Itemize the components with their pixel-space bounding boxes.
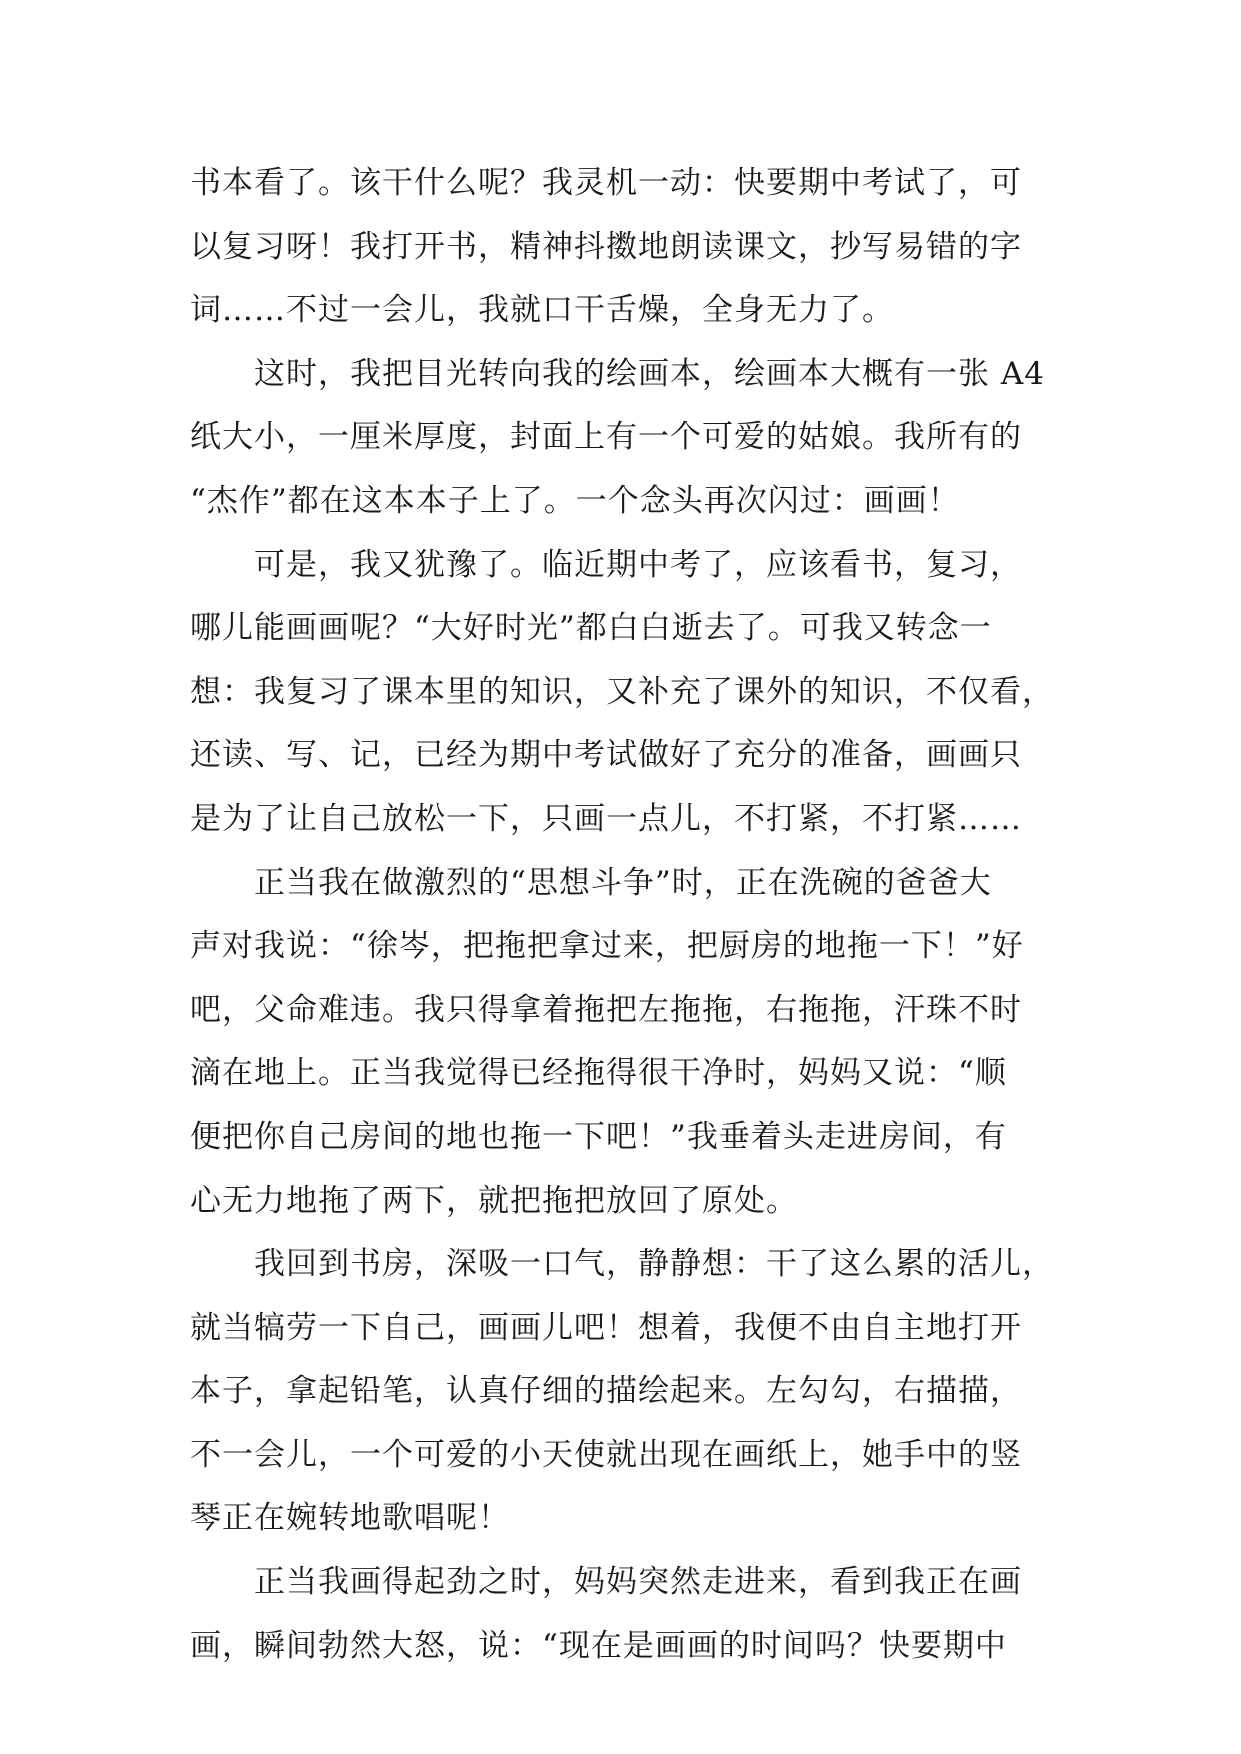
paragraph-start-line: 这时，我把目光转向我的绘画本，绘画本大概有一张 A4 <box>254 355 1045 392</box>
paragraph-start-line: 正当我画得起劲之时，妈妈突然走进来，看到我正在画 <box>254 1564 1022 1601</box>
body-text <box>190 152 1070 1678</box>
text-line: 本子，拿起铅笔，认真仔细的描绘起来。左勾勾，右描描， <box>190 1373 1022 1410</box>
text-line: 以复习呀！我打开书，精神抖擞地朗读课文，抄写易错的字 <box>190 228 1022 265</box>
text-line: 纸大小，一厘米厚度，封面上有一个可爱的姑娘。我所有的 <box>190 419 1022 456</box>
text-line: 滴在地上。正当我觉得已经拖得很干净时，妈妈又说：“顺 <box>190 1055 1007 1092</box>
text-line: 声对我说：“徐岑，把拖把拿过来，把厨房的地拖一下！”好 <box>190 928 1024 965</box>
paragraph-start-line: 可是，我又犹豫了。临近期中考了，应该看书，复习， <box>254 546 1022 583</box>
text-line: 吧，父命难违。我只得拿着拖把左拖拖，右拖拖，汗珠不时 <box>190 991 1022 1028</box>
text-line: 是为了让自己放松一下，只画一点儿，不打紧，不打紧…… <box>190 800 1022 837</box>
text-line: “杰作”都在这本本子上了。一个念头再次闪过：画画！ <box>190 482 960 519</box>
text-line: 想：我复习了课本里的知识，又补充了课外的知识，不仅看， <box>190 673 1054 710</box>
text-line: 便把你自己房间的地也拖一下吧！”我垂着头走进房间，有 <box>190 1118 1007 1155</box>
text-line: 词……不过一会儿，我就口干舌燥，全身无力了。 <box>190 292 894 329</box>
paragraph-start-line: 正当我在做激烈的“思想斗争”时，正在洗碗的爸爸大 <box>254 864 992 901</box>
text-line: 琴正在婉转地歌唱呢！ <box>190 1500 510 1537</box>
text-line: 就当犒劳一下自己，画画儿吧！想着，我便不由自主地打开 <box>190 1309 1022 1346</box>
text-line: 哪儿能画画呢？“大好时光”都白白逝去了。可我又转念一 <box>190 610 992 647</box>
text-line: 书本看了。该干什么呢？我灵机一动：快要期中考试了，可 <box>190 165 1022 201</box>
paragraph-start-line: 我回到书房，深吸一口气，静静想：干了这么累的活儿， <box>254 1246 1054 1283</box>
text-line: 画，瞬间勃然大怒，说：“现在是画画的时间吗？快要期中 <box>190 1627 1007 1664</box>
text-line: 不一会儿，一个可爱的小天使就出现在画纸上，她手中的竖 <box>190 1436 1022 1473</box>
text-line: 心无力地拖了两下，就把拖把放回了原处。 <box>190 1182 798 1219</box>
text-line: 还读、写、记，已经为期中考试做好了充分的准备，画画只 <box>190 737 1022 774</box>
